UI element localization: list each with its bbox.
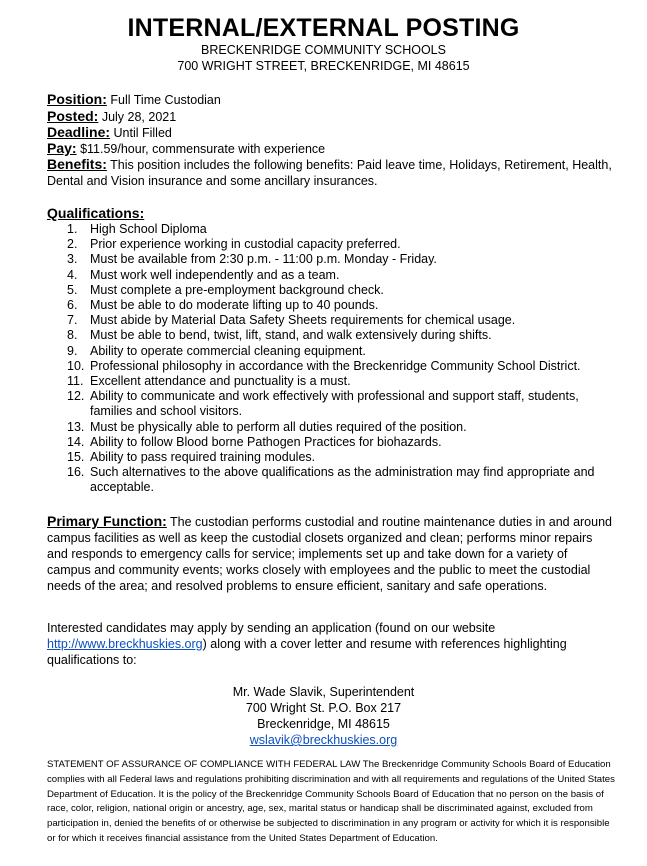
qualification-item bbox=[47, 252, 617, 267]
qualification-number: 15. bbox=[67, 450, 85, 465]
qualification-item bbox=[47, 298, 617, 313]
qualification-number: 6. bbox=[67, 298, 78, 313]
qualification-item bbox=[47, 313, 617, 328]
qualifications-list bbox=[47, 222, 617, 496]
qualification-item bbox=[47, 222, 617, 237]
qualification-text: Ability to follow Blood borne Pathogen Practices for biohazards. bbox=[90, 434, 442, 449]
qualification-text: Must be available from 2:30 p.m. - 11:00 p.m. Monday - Friday. bbox=[90, 252, 437, 267]
primary-function-text: The custodian performs custodial and routine maintenance duties in and around campus facilities as well as keep the custodial closets organized and clean; performs minor repairs and responds to emergency calls for service; implements set up and take down for a variety of campus and community events; works closely with employees and the public to meet the custodial needs of the area; and resolved problems to ensure efficient, sanitary and safe operations. bbox=[47, 515, 612, 593]
qualification-text: Excellent attendance and punctuality is a must. bbox=[90, 374, 351, 389]
qualification-number: 11. bbox=[67, 374, 84, 389]
qualification-item bbox=[47, 268, 617, 283]
qualification-number: 9. bbox=[67, 343, 78, 358]
deadline-value: Until Filled bbox=[113, 126, 172, 140]
qualification-number: 8. bbox=[67, 328, 78, 343]
org-address: 700 WRIGHT STREET, BRECKENRIDGE, MI 48615 bbox=[177, 59, 470, 73]
qualification-item bbox=[47, 465, 617, 495]
qualification-item bbox=[47, 283, 617, 298]
qualification-number: 14. bbox=[67, 434, 85, 449]
org-name: BRECKENRIDGE COMMUNITY SCHOOLS bbox=[201, 43, 446, 57]
qualification-item bbox=[47, 359, 617, 374]
posted-row bbox=[47, 108, 176, 125]
pay-row bbox=[47, 140, 325, 157]
posted-value: July 28, 2021 bbox=[101, 110, 177, 124]
qualification-number: 3. bbox=[67, 252, 78, 267]
qualification-number: 1. bbox=[67, 222, 78, 236]
contact-email-link[interactable]: wslavik@breckhuskies.org bbox=[249, 733, 398, 747]
qualification-text: Must work well independently and as a team. bbox=[90, 267, 340, 282]
qualification-item bbox=[47, 344, 617, 359]
qualification-text: Such alternatives to the above qualifications as the administration may find appropriate and acceptable. bbox=[90, 465, 595, 495]
qualification-text: Ability to communicate and work effectively with professional and support staff, students, families and school visitors. bbox=[90, 389, 579, 419]
qualifications-heading: Qualifications: bbox=[47, 205, 145, 221]
qualification-text: Ability to pass required training modules. bbox=[90, 450, 316, 465]
primary-function bbox=[47, 513, 612, 594]
primary-function-label: Primary Function: bbox=[47, 513, 167, 529]
posted-label: Posted: bbox=[47, 108, 99, 124]
pay-value: $11.59/hour, commensurate with experience bbox=[80, 142, 326, 156]
contact-city: Breckenridge, MI 48615 bbox=[257, 717, 390, 731]
deadline-label: Deadline: bbox=[47, 124, 111, 140]
qualification-number: 2. bbox=[67, 237, 78, 252]
qualification-text: Must complete a pre-employment background check. bbox=[90, 282, 384, 297]
qualification-text: Must be able to bend, twist, lift, stand, and walk extensively during shifts. bbox=[90, 328, 492, 343]
page-title: INTERNAL/EXTERNAL POSTING bbox=[127, 14, 520, 42]
contact-block bbox=[0, 684, 647, 748]
qualification-item bbox=[47, 328, 617, 343]
qualification-number: 13. bbox=[67, 419, 85, 434]
qualification-text: Must abide by Material Data Safety Sheets requirements for chemical usage. bbox=[90, 313, 516, 328]
contact-name: Mr. Wade Slavik, Superintendent bbox=[232, 685, 415, 699]
apply-text-before: Interested candidates may apply by sending an application (found on our website bbox=[47, 621, 496, 635]
deadline-row bbox=[47, 124, 172, 141]
qualification-text: Must be physically able to perform all duties required of the position. bbox=[90, 419, 467, 434]
position-row bbox=[47, 91, 221, 108]
qualification-text: Professional philosophy in accordance with the Breckenridge Community School District. bbox=[90, 358, 581, 373]
qualification-text: Must be able to do moderate lifting up to 40 pounds. bbox=[90, 298, 379, 313]
qualification-number: 5. bbox=[67, 282, 78, 297]
qualification-item bbox=[47, 389, 617, 419]
qualification-item bbox=[47, 450, 617, 465]
qualification-item bbox=[47, 374, 617, 389]
qualification-number: 7. bbox=[67, 313, 78, 328]
qualification-number: 16. bbox=[67, 465, 85, 480]
compliance-statement: STATEMENT OF ASSURANCE OF COMPLIANCE WITH FEDERAL LAW The Breckenridge Community Schools Board of Education complies with all Federal laws and regulations prohibiting discrimination and with all requirements and regulations of the United States Department of Education. It is the policy of the Breckenridge Community Schools Board of Education that no person on the basis of race, color, religion, national origin or ancestry, age, sex, marital status or handicap shall be discriminated against, excluded from participation in, denied the benefits of or otherwise be subjected to discrimination in any program or activity for which it is responsible or for which it receives financial assistance from the United States Department of Education. bbox=[47, 759, 615, 844]
qualification-text: High School Diploma bbox=[90, 222, 207, 236]
qualification-number: 4. bbox=[67, 267, 78, 282]
website-link[interactable]: http://www.breckhuskies.org bbox=[47, 637, 203, 651]
qualification-item bbox=[47, 435, 617, 450]
benefits-row bbox=[47, 156, 617, 189]
apply-text-after: ) along with a cover letter and resume with references highlighting qualifications to: bbox=[47, 637, 567, 667]
qualification-number: 10. bbox=[67, 358, 85, 373]
qualification-item bbox=[47, 237, 617, 252]
qualification-text: Ability to operate commercial cleaning equipment. bbox=[90, 343, 366, 358]
qualification-number: 12. bbox=[67, 389, 85, 404]
qualification-item bbox=[47, 420, 617, 435]
position-label: Position: bbox=[47, 91, 107, 107]
apply-instructions bbox=[47, 620, 612, 668]
contact-street: 700 Wright St. P.O. Box 217 bbox=[245, 701, 402, 715]
position-value: Full Time Custodian bbox=[110, 93, 221, 107]
benefits-label: Benefits: bbox=[47, 156, 107, 172]
qualification-text: Prior experience working in custodial capacity preferred. bbox=[90, 237, 401, 252]
pay-label: Pay: bbox=[47, 140, 77, 156]
benefits-value: This position includes the following benefits: Paid leave time, Holidays, Retirement, Health, Dental and Vision insurance and some ancillary insurances. bbox=[47, 158, 612, 188]
